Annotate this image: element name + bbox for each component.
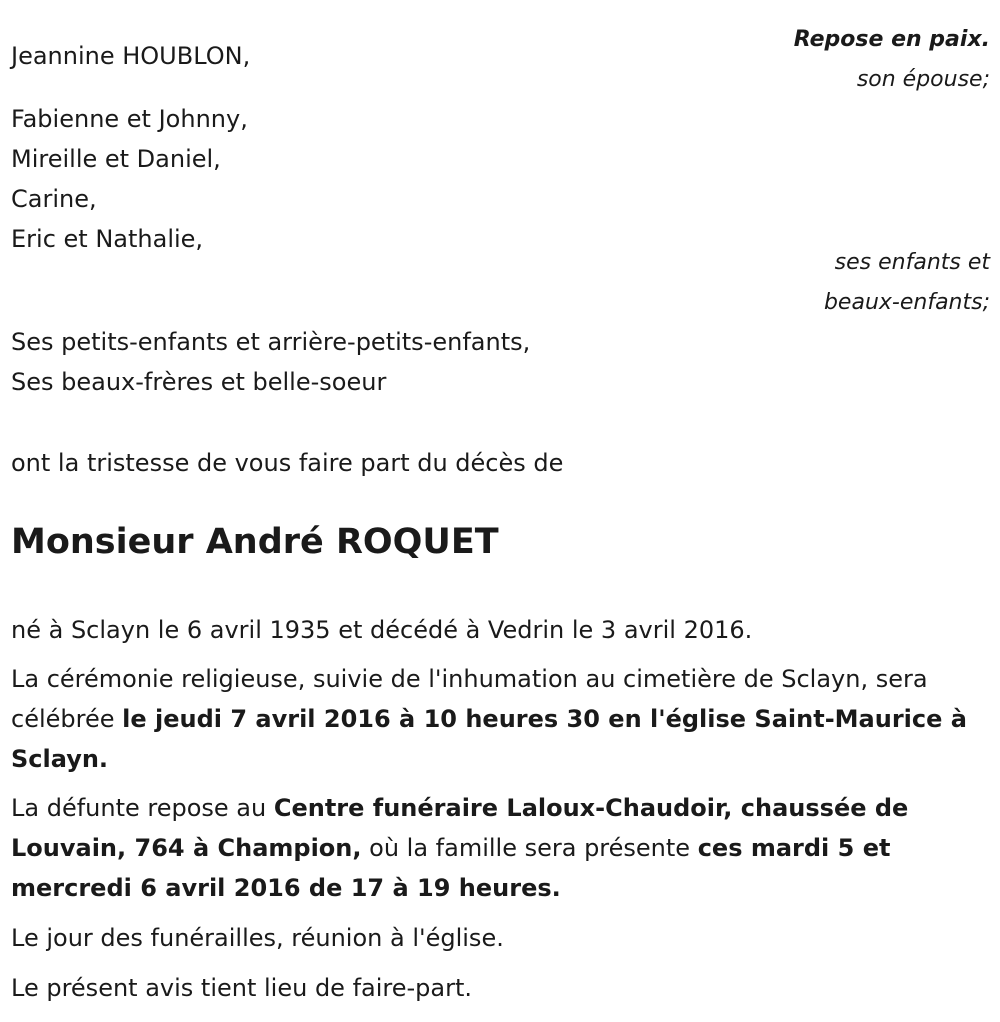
in-laws-line: Ses beaux-frères et belle-soeur [11, 368, 387, 396]
grandchildren-line: Ses petits-enfants et arrière-petits-enfants, [11, 328, 531, 356]
notice-text: Le présent avis tient lieu de faire-part. [11, 974, 473, 1002]
spouse-role: son épouse; [856, 67, 990, 92]
motto: Repose en paix. [793, 27, 990, 52]
children-role-line1: ses enfants et [834, 250, 990, 275]
announcement-text: ont la tristesse de vous faire part du décès de [11, 449, 564, 477]
visitation-paragraph [11, 788, 971, 908]
ceremony-details: le jeudi 7 avril 2016 à 10 heures 30 en l'église Saint-Maurice à Sclayn. [11, 705, 967, 773]
visitation-intro: La défunte repose au [11, 794, 274, 822]
spouse-name: Jeannine HOUBLON, [11, 42, 251, 70]
child-name: Fabienne et Johnny, [11, 105, 248, 133]
funeral-meeting-text: Le jour des funérailles, réunion à l'église. [11, 924, 504, 952]
ceremony-intro: La cérémonie religieuse, suivie de l'inhumation au cimetière de Sclayn, sera célébrée [11, 665, 928, 733]
visitation-place: Centre funéraire Laloux-Chaudoir, chaussée de Louvain, 764 à Champion, [11, 794, 909, 862]
visitation-times: ces mardi 5 et mercredi 6 avril 2016 de 17 à 19 heures. [11, 834, 891, 902]
child-name: Carine, [11, 185, 97, 213]
visitation-middle: où la famille sera présente [361, 834, 698, 862]
deceased-name: Monsieur André ROQUET [11, 522, 499, 562]
birth-death-text: né à Sclayn le 6 avril 1935 et décédé à Vedrin le 3 avril 2016. [11, 616, 753, 644]
child-name: Mireille et Daniel, [11, 145, 221, 173]
children-role-line2: beaux-enfants; [823, 290, 990, 315]
child-name: Eric et Nathalie, [11, 225, 204, 253]
ceremony-paragraph [11, 659, 971, 779]
